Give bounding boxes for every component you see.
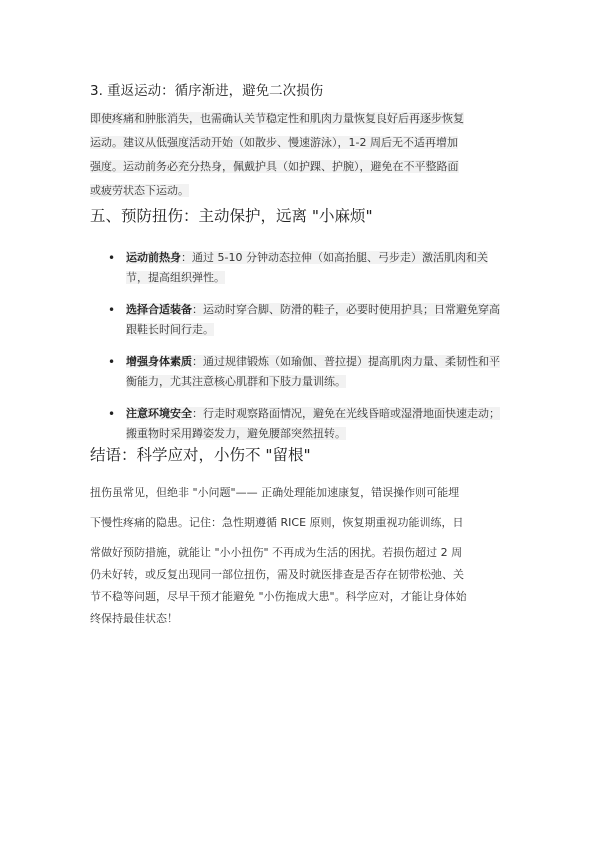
list-item-term: 注意环境安全 <box>126 407 192 420</box>
paragraph-line: 节不稳等问题，尽早干预才能避免 "小伤拖成大患"。科学应对，才能让身体始 <box>90 590 467 603</box>
paragraph-line: 强度。运动前务必充分热身，佩戴护具（如护踝、护腕），避免在不平整路面 <box>90 160 459 173</box>
bullet-icon: • <box>108 407 116 421</box>
list-item <box>108 404 504 444</box>
list-item-text: ：运动时穿合脚、防滑的鞋子，必要时使用护具；日常避免穿高跟鞋长时间行走。 <box>126 303 500 336</box>
paragraph-line: 下慢性疼痛的隐患。记住：急性期遵循 RICE 原则，恢复期重视功能训练，日 <box>90 516 464 529</box>
paragraph-line: 即使疼痛和肿胀消失，也需确认关节稳定性和肌肉力量恢复良好后再逐步恢复 <box>90 112 464 125</box>
section-5-heading: 五、预防扭伤：主动保护，远离 "小麻烦" <box>90 207 373 225</box>
list-item-term: 运动前热身 <box>126 251 181 264</box>
list-item-term: 选择合适装备 <box>126 303 192 316</box>
prevention-list <box>108 248 504 456</box>
section-3-paragraph <box>90 107 508 203</box>
paragraph-line: 仍未好转，或反复出现同一部位扭伤，需及时就医排查是否存在韧带松弛、关 <box>90 568 464 581</box>
conclusion-paragraph <box>90 483 508 629</box>
list-item-text: ：行走时观察路面情况，避免在光线昏暗或湿滑地面快速走动；搬重物时采用蹲姿发力，避免腰部突然扭转。 <box>126 407 500 440</box>
paragraph-line: 终保持最佳状态！ <box>90 612 178 625</box>
bullet-icon: • <box>108 251 116 265</box>
paragraph-line: 运动。建议从低强度活动开始（如散步、慢速游泳），1-2 周后无不适再增加 <box>90 136 458 149</box>
bullet-icon: • <box>108 303 116 317</box>
list-item-text: ：通过 5-10 分钟动态拉伸（如高抬腿、弓步走）激活肌肉和关节，提高组织弹性。 <box>126 251 488 284</box>
list-item-text: ：通过规律锻炼（如瑜伽、普拉提）提高肌肉力量、柔韧性和平衡能力，尤其注意核心肌群和下肢力量训练。 <box>126 355 500 388</box>
list-item <box>108 352 504 392</box>
section-3-heading: 3. 重返运动：循序渐进，避免二次损伤 <box>90 83 324 99</box>
list-item-term: 增强身体素质 <box>126 355 192 368</box>
conclusion-heading: 结语：科学应对，小伤不 "留根" <box>90 446 311 464</box>
list-item <box>108 300 504 340</box>
paragraph-line: 或疲劳状态下运动。 <box>90 184 189 197</box>
paragraph-line: 常做好预防措施，就能让 "小小扭伤" 不再成为生活的困扰。若损伤超过 2 周 <box>90 546 463 559</box>
list-item <box>108 248 504 288</box>
paragraph-line: 扭伤虽常见，但绝非 "小问题"—— 正确处理能加速康复，错误操作则可能埋 <box>90 486 460 499</box>
bullet-icon: • <box>108 355 116 369</box>
